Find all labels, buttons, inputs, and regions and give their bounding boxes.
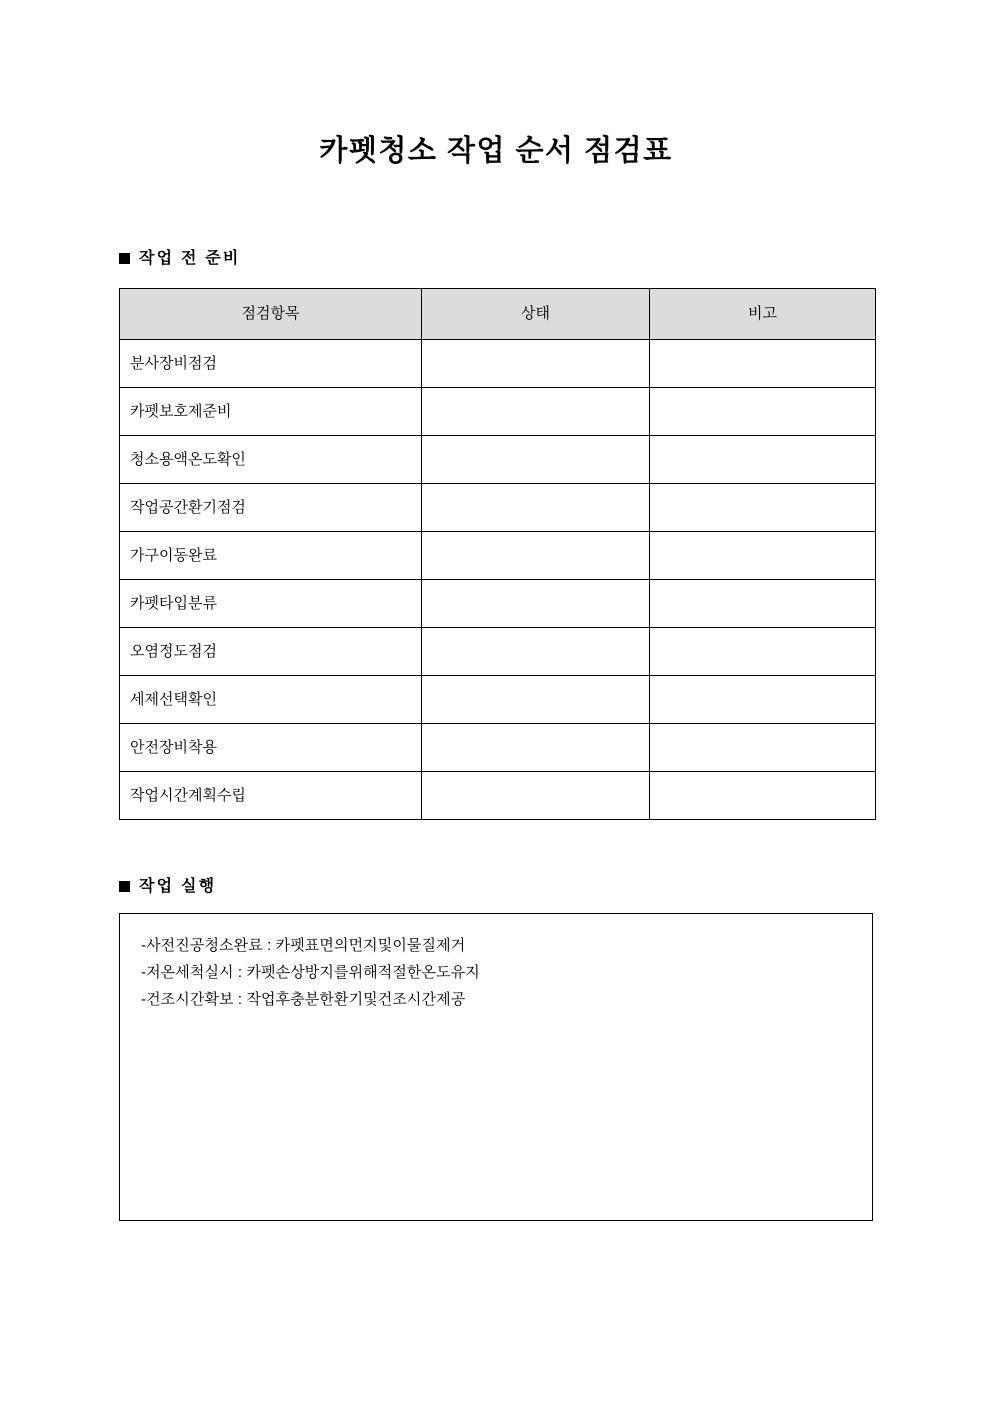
status-cell[interactable] [422, 580, 650, 628]
table-row [120, 628, 876, 676]
checklist-item-label: 오염정도점검 [120, 628, 422, 676]
status-cell[interactable] [422, 628, 650, 676]
status-cell[interactable] [422, 340, 650, 388]
checklist-item-label: 가구이동완료 [120, 532, 422, 580]
page-title: 카펫청소 작업 순서 점검표 [319, 135, 673, 167]
filled-square-bullet-icon [119, 881, 130, 892]
status-cell[interactable] [422, 436, 650, 484]
checklist-item-label: 세제선택확인 [120, 676, 422, 724]
status-cell[interactable] [422, 724, 650, 772]
table-row [120, 580, 876, 628]
note-cell[interactable] [650, 340, 876, 388]
note-cell[interactable] [650, 436, 876, 484]
table-row [120, 436, 876, 484]
status-cell[interactable] [422, 484, 650, 532]
note-cell[interactable] [650, 772, 876, 820]
note-cell[interactable] [650, 484, 876, 532]
column-header-status: 상태 [422, 289, 650, 340]
checklist-item-label: 분사장비점검 [120, 340, 422, 388]
execution-notes-box[interactable] [119, 913, 873, 1221]
note-cell[interactable] [650, 676, 876, 724]
checklist-item-label: 카펫타입분류 [120, 580, 422, 628]
note-cell[interactable] [650, 628, 876, 676]
filled-square-bullet-icon [119, 253, 130, 264]
table-row [120, 772, 876, 820]
status-cell[interactable] [422, 676, 650, 724]
execution-note-line: -저온세척실시 : 카펫손상방지를위해적절한온도유지 [141, 964, 480, 981]
table-row [120, 532, 876, 580]
execution-note-line: -사전진공청소완료 : 카펫표면의먼지및이물질제거 [141, 937, 466, 954]
column-header-note: 비고 [650, 289, 876, 340]
execution-note-line: -건조시간확보 : 작업후충분한환기및건조시간제공 [141, 991, 466, 1008]
note-cell[interactable] [650, 388, 876, 436]
status-cell[interactable] [422, 532, 650, 580]
table-row [120, 340, 876, 388]
status-cell[interactable] [422, 388, 650, 436]
checklist-item-label: 작업공간환기점검 [120, 484, 422, 532]
note-cell[interactable] [650, 580, 876, 628]
table-row [120, 388, 876, 436]
table-header-row [120, 289, 876, 340]
checklist-item-label: 청소용액온도확인 [120, 436, 422, 484]
column-header-item: 점검항목 [120, 289, 422, 340]
table-row [120, 676, 876, 724]
note-cell[interactable] [650, 724, 876, 772]
checklist-item-label: 안전장비착용 [120, 724, 422, 772]
checklist-item-label: 카펫보호제준비 [120, 388, 422, 436]
table-row [120, 484, 876, 532]
section-heading-preparation [119, 249, 241, 268]
status-cell[interactable] [422, 772, 650, 820]
note-cell[interactable] [650, 532, 876, 580]
section-heading-execution [119, 877, 216, 896]
section-heading-preparation-label: 작업 전 준비 [139, 250, 241, 267]
checklist-item-label: 작업시간계획수립 [120, 772, 422, 820]
section-heading-execution-label: 작업 실행 [139, 878, 217, 895]
table-row [120, 724, 876, 772]
preparation-checklist-table [119, 288, 876, 820]
